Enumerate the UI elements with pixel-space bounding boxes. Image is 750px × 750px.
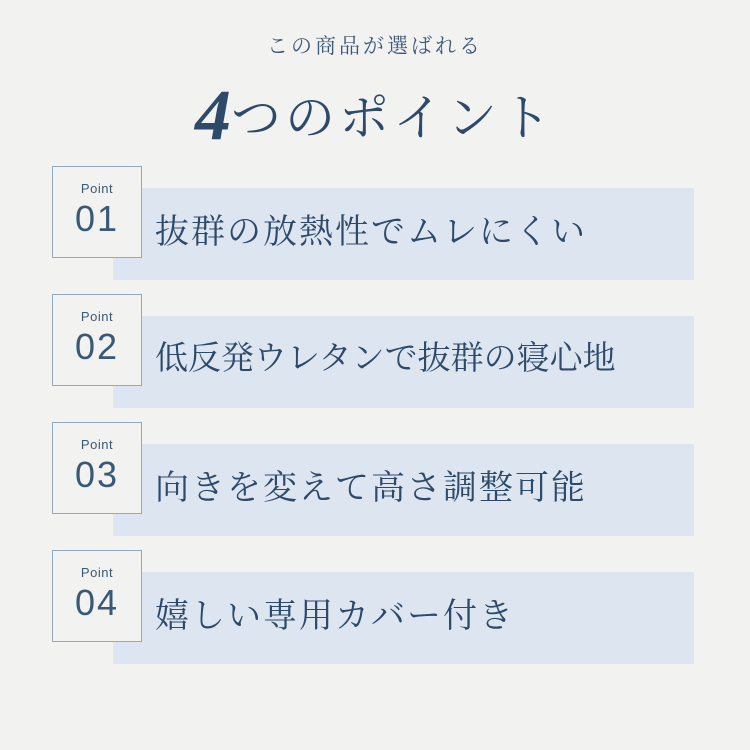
point-text: 向きを変えて高さ調整可能 [155,470,587,507]
point-badge-label: Point [80,437,114,452]
points-list [0,166,750,678]
point-badge-number: 04 [74,582,120,623]
point-badge [52,294,142,386]
point-badge [52,550,142,642]
point-badge-number: 01 [74,198,120,239]
point-badge-label: Point [80,309,114,324]
page-title [0,74,750,157]
heading-number: 4 [195,75,231,155]
heading-rest: つのポイント [231,90,555,146]
point-text: 抜群の放熱性でムレにくい [155,214,587,251]
point-text: 嬉しい専用カバー付き [155,598,515,635]
list-item [0,422,750,514]
list-item [0,166,750,258]
point-badge-label: Point [80,565,114,580]
point-badge [52,422,142,514]
heading-subtitle: この商品が選ばれる [267,34,483,58]
point-badge-number: 03 [74,454,120,495]
point-badge-number: 02 [74,326,120,367]
list-item [0,294,750,386]
point-badge-label: Point [80,181,114,196]
point-text: 低反発ウレタンで抜群の寝心地 [155,341,616,377]
list-item [0,550,750,642]
point-badge [52,166,142,258]
page-heading [0,0,750,157]
